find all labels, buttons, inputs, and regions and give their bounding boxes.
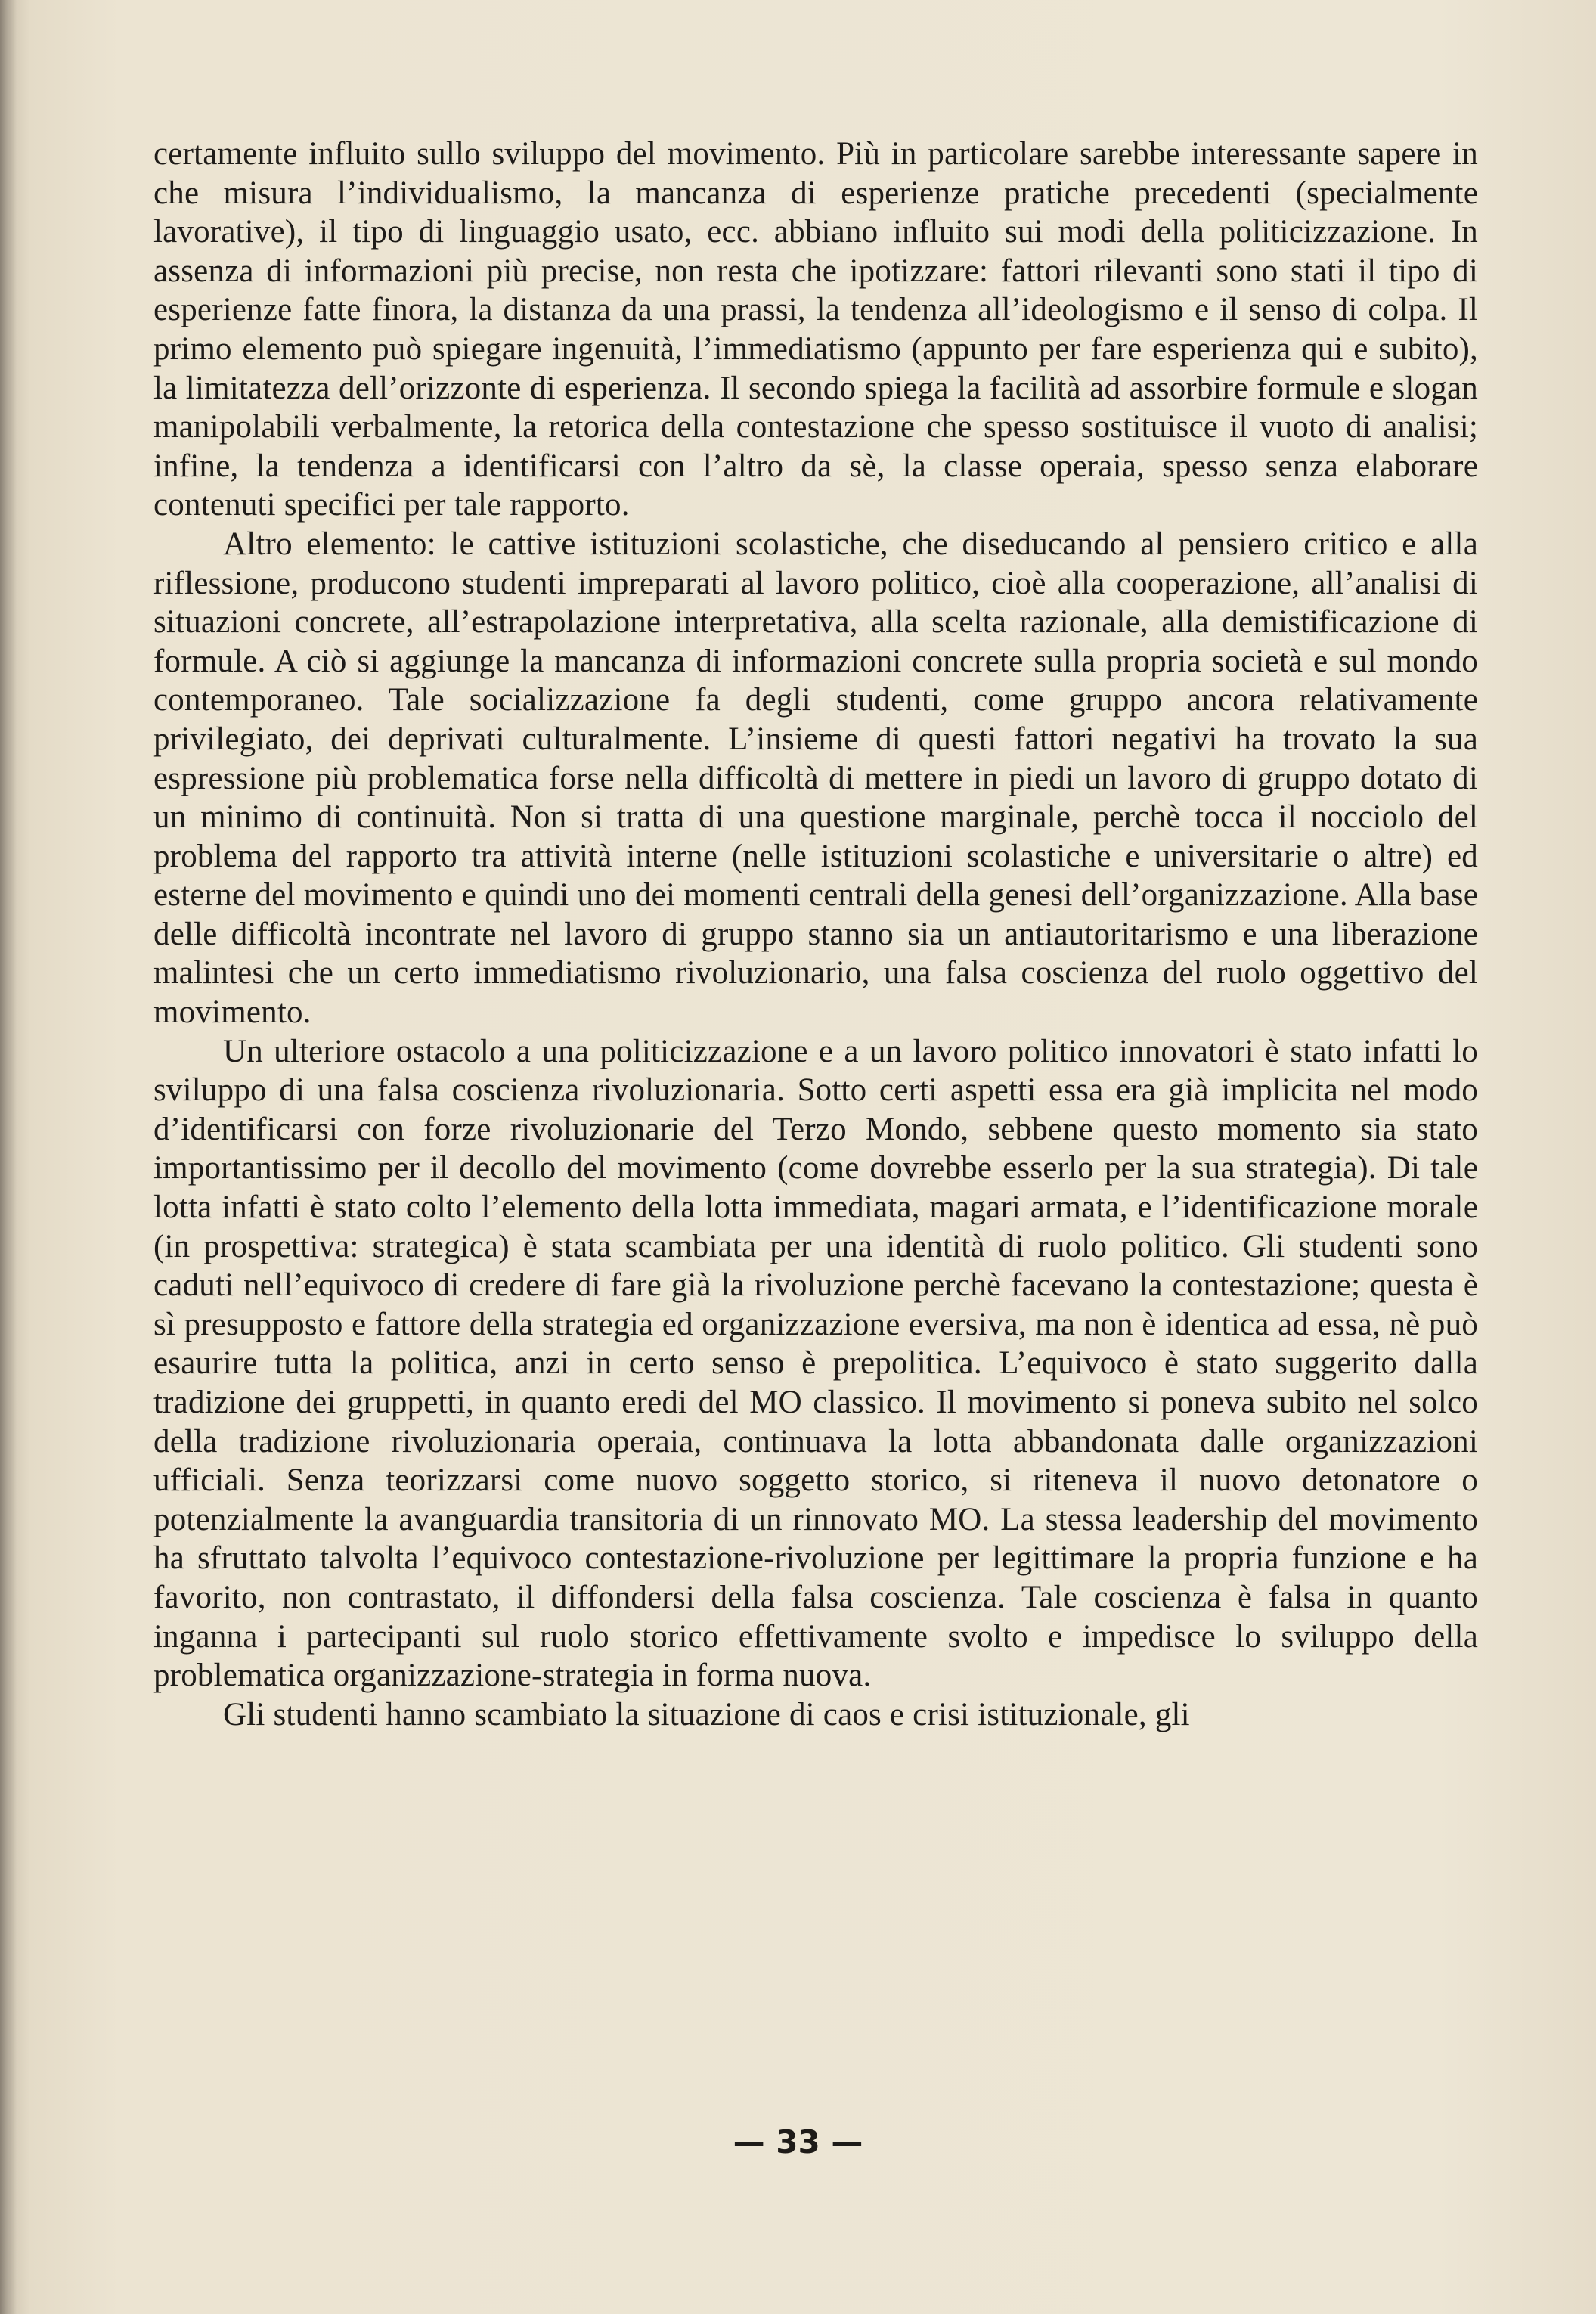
page-number: — 33 — bbox=[733, 2123, 863, 2160]
paragraph-3: Un ulteriore ostacolo a una politicizzazione e a un lavoro politico innovatori è stato infatti lo sviluppo di una falsa coscienza rivoluzionaria. Sotto certi aspetti essa era già implicita nel modo d’identificarsi con forze rivoluzionarie del Terzo Mondo, sebbene questo momento sia stato importantissimo per il decollo del movimento (come dovrebbe esserlo per la sua strategia). Di tale lotta infatti è stato colto l’elemento della lotta immediata, magari armata, e l’identificazione morale (in prospettiva: strategica) è stata scambiata per una identità di ruolo politico. Gli studenti sono caduti nell’equivoco di credere di fare già la rivoluzione perchè facevano la contestazione; questa è sì presupposto e fattore della strategia ed organizzazione eversiva, ma non è identica ad essa, nè può esaurire tutta la politica, anzi in certo senso è prepolitica. L’equivoco è stato suggerito dalla tradizione dei gruppetti, in quanto eredi del MO classico. Il movimento si poneva subito nel solco della tradizione rivoluzionaria operaia, continuava la lotta abbandonata dalle organizzazioni ufficiali. Senza teorizzarsi come nuovo soggetto storico, si riteneva il nuovo detonatore o potenzialmente la avanguardia transitoria di un rinnovato MO. La stessa leadership del movimento ha sfruttato talvolta l’equivoco contestazione-rivoluzione per legittimare la propria funzione e ha favorito, non contrastato, il diffondersi della falsa coscienza. Tale coscienza è falsa in quanto inganna i partecipanti sul ruolo storico effettivamente svolto e impedisce lo sviluppo della problematica organizzazione-strategia in forma nuova. bbox=[153, 1033, 1478, 1694]
paragraph-2: Altro elemento: le cattive istituzioni scolastiche, che diseducando al pensiero critico e alla riflessione, producono studenti impreparati al lavoro politico, cioè alla cooperazione, all’analisi di situazioni concrete, all’estrapolazione interpretativa, alla scelta razionale, alla demistificazione di formule. A ciò si aggiunge la mancanza di informazioni concrete sulla propria società e sul mondo contemporaneo. Tale socializzazione fa degli studenti, come gruppo ancora relativamente privilegiato, dei deprivati culturalmente. L’insieme di questi fattori negativi ha trovato la sua espressione più problematica forse nella difficoltà di mettere in piedi un lavoro di gruppo dotato di un minimo di continuità. Non si tratta di una questione marginale, perchè tocca il nocciolo del problema del rapporto tra attività interne (nelle istituzioni scolastiche e universitarie o altre) ed esterne del movimento e quindi uno dei momenti centrali della genesi dell’organizzazione. Alla base delle difficoltà incontrate nel lavoro di gruppo stanno sia un antiautoritarismo e una liberazione malintesi che un certo immediatismo rivoluzionario, una falsa coscienza del ruolo oggettivo del movimento. bbox=[153, 526, 1478, 1031]
paragraph-4: Gli studenti hanno scambiato la situazione di caos e crisi istituzionale, gli bbox=[223, 1696, 1190, 1732]
scanned-page-edge bbox=[0, 0, 17, 2314]
paragraph-1: certamente influito sullo sviluppo del movimento. Più in particolare sarebbe interessante sapere in che misura l’individualismo, la mancanza di esperienze pratiche precedenti (specialmente lavorative), il tipo di linguaggio usato, ecc. abbiano influito sui modi della politicizzazione. In assenza di informazioni più precise, non resta che ipotizzare: fattori rilevanti sono stati il tipo di esperienze fatte finora, la distanza da una prassi, la tendenza all’ideologismo e il senso di colpa. Il primo elemento può spiegare ingenuità, l’immediatismo (appunto per fare esperienza qui e subito), la limitatezza dell’orizzonte di esperienza. Il secondo spiega la facilità ad assorbire formule e slogan manipolabili verbalmente, la retorica della contestazione che spesso sostituisce il vuoto di analisi; infine, la tendenza a identificarsi con l’altro da sè, la classe operaia, spesso senza elaborare contenuti specifici per tale rapporto. bbox=[153, 136, 1478, 523]
body-text bbox=[153, 135, 1478, 1734]
